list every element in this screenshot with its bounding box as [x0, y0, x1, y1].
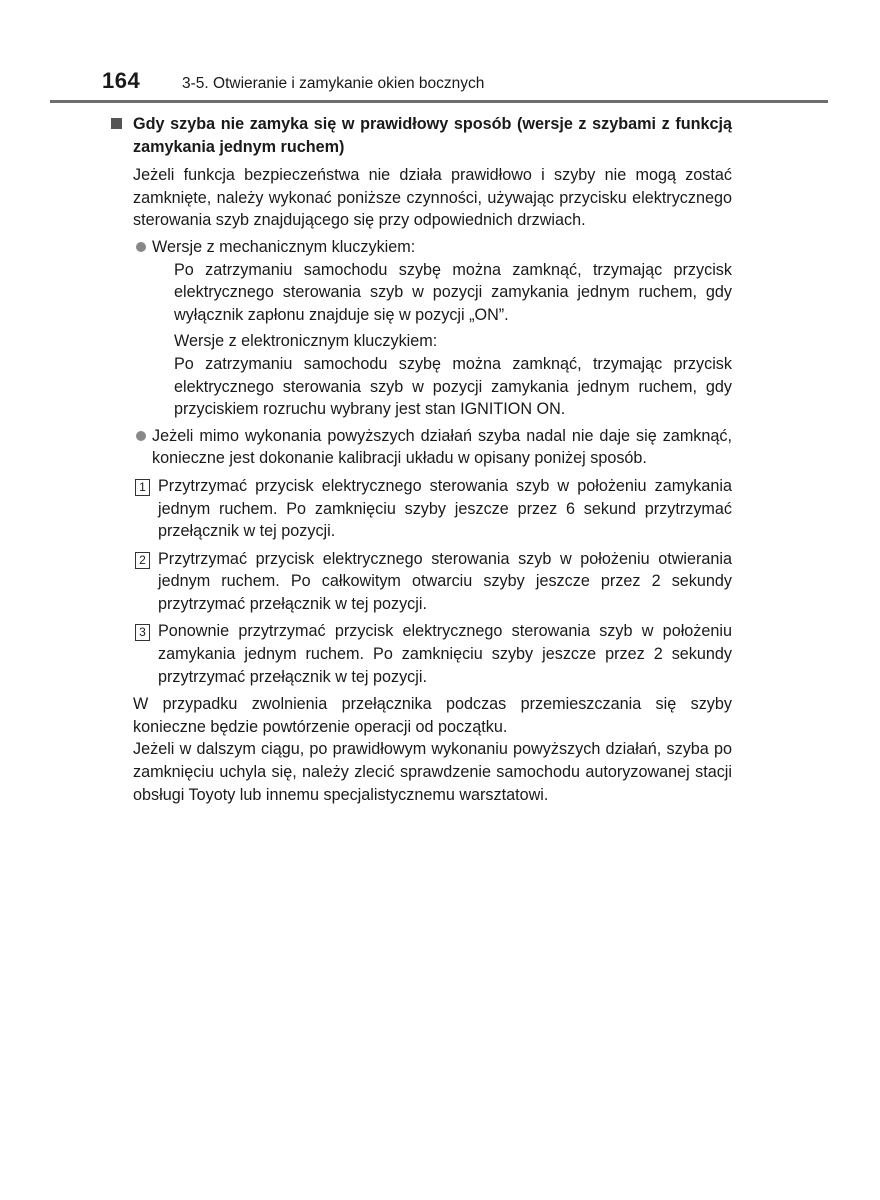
section-heading: [111, 113, 732, 158]
step-number-box: 2: [135, 548, 158, 616]
bullet-text-calibration: Jeżeli mimo wykonania powyższych działań szyba nadal nie daje się zamknąć, konieczne jest dokonanie kalibracji układu w opisany poniżej sposób.: [152, 426, 732, 468]
step-text: Przytrzymać przycisk elektrycznego sterowania szyb w położeniu zamykania jednym ruchem. Po zamknięciu szyby jeszcze przez 6 sekund przytrzymać przełącznik w tej pozycji.: [158, 476, 732, 541]
bullet-title-electronic-key: Wersje z elektronicznym kluczykiem:: [174, 332, 438, 351]
circle-bullet-icon: [136, 236, 152, 421]
header-divider: [50, 100, 828, 103]
step-item: [135, 475, 732, 543]
step-number-box: 1: [135, 475, 158, 543]
bullet-title-mechanical-key: Wersje z mechanicznym kluczykiem:: [152, 237, 416, 256]
bullet-item: [136, 425, 732, 470]
bullet-text-electronic-key: Po zatrzymaniu samochodu szybę można zamknąć, trzymając przycisk elektrycznego sterowania szyb w pozycji zamykania jednym ruchem, gdy przyciskiem rozruchu wybrany jest stan IGNITION ON.: [174, 354, 732, 419]
step-text: Przytrzymać przycisk elektrycznego sterowania szyb w położeniu otwierania jednym ruchem. Po całkowitym otwarciu szyby jeszcze przez 2 sekundy przytrzymać przełącznik w tej pozycji.: [158, 549, 732, 613]
section-heading-text: Gdy szyba nie zamyka się w prawidłowy sposób (wersje z szybami z funkcją zamykania jednym ruchem): [133, 115, 732, 156]
chapter-title: 3-5. Otwieranie i zamykanie okien bocznych: [182, 75, 485, 92]
intro-paragraph: Jeżeli funkcja bezpieczeństwa nie działa prawidłowo i szyby nie mogą zostać zamknięte, należy wykonać poniższe czynności, używając przycisku elektrycznego sterowania szyb znajdującego się przy odpowiednich drzwiach.: [133, 166, 732, 230]
closing-paragraph-1: W przypadku zwolnienia przełącznika podczas przemieszczania się szyby konieczne będzie powtórzenie operacji od początku.: [133, 695, 732, 736]
section-content: [111, 113, 732, 806]
bullet-item: [136, 236, 732, 421]
step-item: [135, 620, 732, 688]
square-bullet-icon: [111, 113, 133, 158]
step-item: [135, 548, 732, 616]
closing-paragraph-2: Jeżeli w dalszym ciągu, po prawidłowym wykonaniu powyższych działań, szyba po zamknięciu uchyla się, należy zlecić sprawdzenie samochodu autoryzowanej stacji obsługi Toyoty lub innemu specjalistycznemu warsztatowi.: [133, 740, 732, 804]
circle-bullet-icon: [136, 425, 152, 470]
bullet-content: [152, 236, 732, 421]
step-number-box: 3: [135, 620, 158, 688]
bullet-text-mechanical-key: Po zatrzymaniu samochodu szybę można zamknąć, trzymając przycisk elektrycznego sterowania szyb w pozycji zamykania jednym ruchem, gdy wyłącznik zapłonu znajduje się w pozycji „ON”.: [174, 260, 732, 324]
page-number: 164: [102, 68, 141, 93]
page-header: [102, 68, 828, 102]
step-text: Ponownie przytrzymać przycisk elektrycznego sterowania szyb w położeniu zamykania jednym ruchem. Po zamknięciu szyby jeszcze przez 2 sekundy przytrzymać przełącznik w tej pozycji.: [158, 622, 732, 686]
